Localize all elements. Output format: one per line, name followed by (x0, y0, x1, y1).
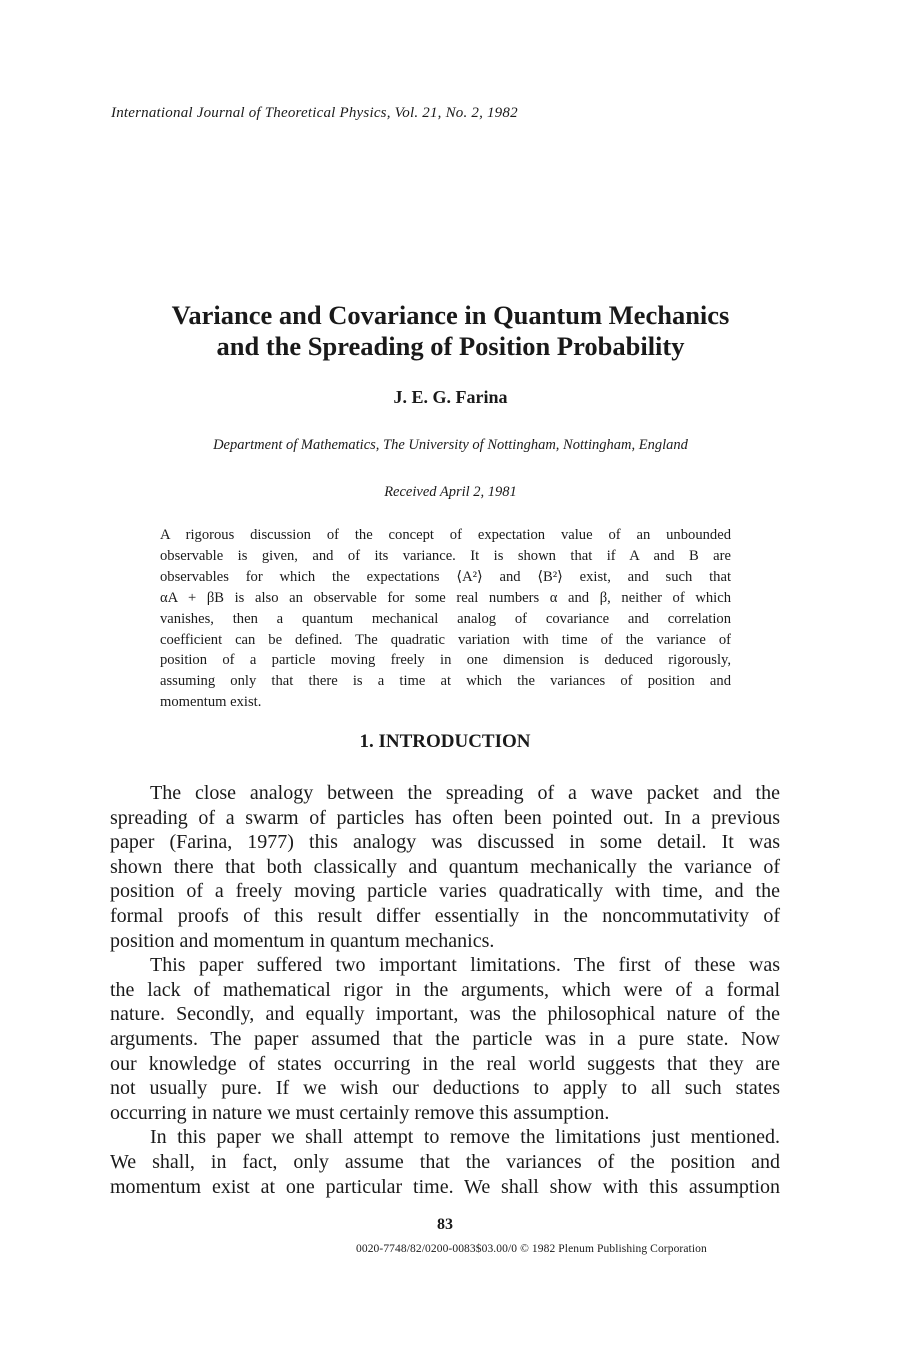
body-line: our knowledge of states occurring in the real world suggests that they are (110, 1052, 780, 1075)
author-name: J. E. G. Farina (393, 387, 508, 407)
body-line: spreading of a swarm of particles has often been pointed out. In a previous (110, 806, 780, 829)
body-line: shown there that both classically and quantum mechanically the variance of (110, 855, 780, 878)
body-line: The close analogy between the spreading of a wave packet and the (150, 782, 780, 804)
title-line-1: Variance and Covariance in Quantum Mechanics (171, 300, 730, 330)
body-line: paper (Farina, 1977) this analogy was discussed in some detail. It was (110, 831, 780, 854)
abstract-line: coefficient can be defined. The quadratic variation with time of the variance of (160, 631, 731, 648)
paragraph-3 (110, 1125, 780, 1199)
abstract-line: A rigorous discussion of the concept of expectation value of an unbounded (160, 527, 731, 543)
paragraph-2 (110, 953, 780, 1125)
body-line: formal proofs of this result differ essentially in the noncommutativity of (110, 904, 780, 927)
body-line: occurring in nature we must certainly remove this assumption. (110, 1101, 610, 1124)
page-number: 83 (437, 1216, 453, 1233)
copyright-footer: 0020-7748/82/0200-0083$03.00/0 © 1982 Plenum Publishing Corporation (356, 1243, 707, 1255)
abstract-line: observables for which the expectations ⟨A²⟩ and ⟨B²⟩ exist, and such that (160, 568, 731, 585)
abstract-line: assuming only that there is a time at which the variances of position and (160, 673, 731, 690)
abstract (160, 525, 731, 713)
title-line-2: and the Spreading of Position Probability (216, 331, 685, 361)
body-line: not usually pure. If we wish our deductions to apply to all such states (110, 1077, 780, 1100)
body-line: position of a freely moving particle varies quadratically with time, and the (110, 880, 780, 903)
section-heading: 1. INTRODUCTION (359, 731, 531, 752)
body-line: position and momentum in quantum mechanics. (110, 929, 495, 952)
abstract-line: position of a particle moving freely in one dimension is deduced rigorously, (160, 652, 731, 669)
body-text (110, 781, 780, 1199)
abstract-line: vanishes, then a quantum mechanical analog of covariance and correlation (160, 610, 731, 627)
paper-title (60, 300, 841, 362)
body-line: momentum exist at one particular time. We shall show with this assumption (110, 1175, 780, 1198)
body-line: arguments. The paper assumed that the particle was in a pure state. Now (110, 1027, 780, 1050)
abstract-line: αA + βB is also an observable for some real numbers α and β, neither of which (160, 589, 731, 606)
body-line: the lack of mathematical rigor in the arguments, which were of a formal (110, 978, 780, 1001)
paragraph-1 (110, 781, 780, 953)
author-affiliation: Department of Mathematics, The University of Nottingham, Nottingham, England (213, 437, 688, 453)
body-line: We shall, in fact, only assume that the variances of the position and (110, 1150, 780, 1173)
body-line: nature. Secondly, and equally important, was the philosophical nature of the (110, 1003, 780, 1026)
journal-citation: International Journal of Theoretical Physics, Vol. 21, No. 2, 1982 (111, 105, 518, 121)
received-date: Received April 2, 1981 (384, 484, 517, 500)
abstract-line: observable is given, and of its variance. It is shown that if A and B are (160, 547, 731, 564)
abstract-line: momentum exist. (160, 694, 262, 711)
body-line: This paper suffered two important limitations. The first of these was (150, 954, 780, 977)
body-line: In this paper we shall attempt to remove the limitations just mentioned. (150, 1126, 780, 1149)
